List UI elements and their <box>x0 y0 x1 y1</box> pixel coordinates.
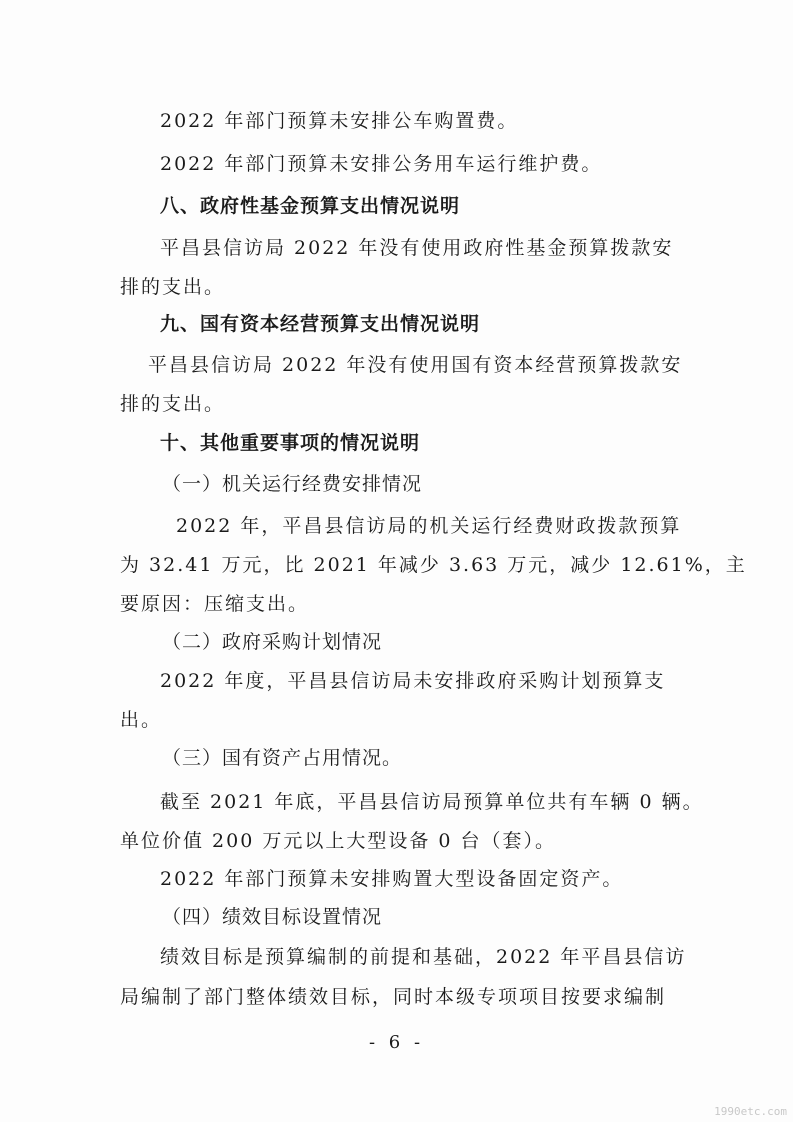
paragraph-line: 2022 年度，平昌县信访局未安排政府采购计划预算支 <box>160 670 666 692</box>
paragraph-line: 2022 年部门预算未安排购置大型设备固定资产。 <box>160 868 624 890</box>
subsection-heading: （三）国有资产占用情况。 <box>162 747 403 769</box>
subsection-heading: （四）绩效目标设置情况 <box>162 906 383 928</box>
paragraph-line: 截至 2021 年底，平昌县信访局预算单位共有车辆 0 辆。 <box>160 791 704 813</box>
paragraph-line: 平昌县信访局 2022 年没有使用政府性基金预算拨款安 <box>160 237 674 259</box>
paragraph-line: 单位价值 200 万元以上大型设备 0 台（套）。 <box>120 830 557 852</box>
subsection-heading: （二）政府采购计划情况 <box>162 631 383 653</box>
paragraph-line: 2022 年部门预算未安排公车购置费。 <box>160 110 519 132</box>
section-heading: 九、国有资本经营预算支出情况说明 <box>160 313 481 335</box>
paragraph-line: 2022 年部门预算未安排公务用车运行维护费。 <box>160 153 603 175</box>
section-heading: 八、政府性基金预算支出情况说明 <box>160 195 461 217</box>
paragraph-line: 出。 <box>120 709 163 731</box>
paragraph-line: 排的支出。 <box>120 276 226 298</box>
paragraph-line: 排的支出。 <box>120 393 226 415</box>
paragraph-line: 2022 年，平昌县信访局的机关运行经费财政拨款预算 <box>176 515 682 537</box>
section-heading: 十、其他重要事项的情况说明 <box>160 432 421 454</box>
watermark: 1990etc.com <box>714 1105 787 1118</box>
subsection-heading: （一）机关运行经费安排情况 <box>162 473 423 495</box>
page-number: - 6 - <box>368 1032 425 1053</box>
paragraph-line: 平昌县信访局 2022 年没有使用国有资本经营预算拨款安 <box>148 354 683 376</box>
paragraph-line: 要原因：压缩支出。 <box>120 593 310 615</box>
paragraph-line: 为 32.41 万元，比 2021 年减少 3.63 万元，减少 12.61%，主 <box>120 554 747 576</box>
paragraph-line: 局编制了部门整体绩效目标，同时本级专项项目按要求编制 <box>120 986 667 1008</box>
paragraph-line: 绩效目标是预算编制的前提和基础，2022 年平昌县信访 <box>160 946 687 968</box>
